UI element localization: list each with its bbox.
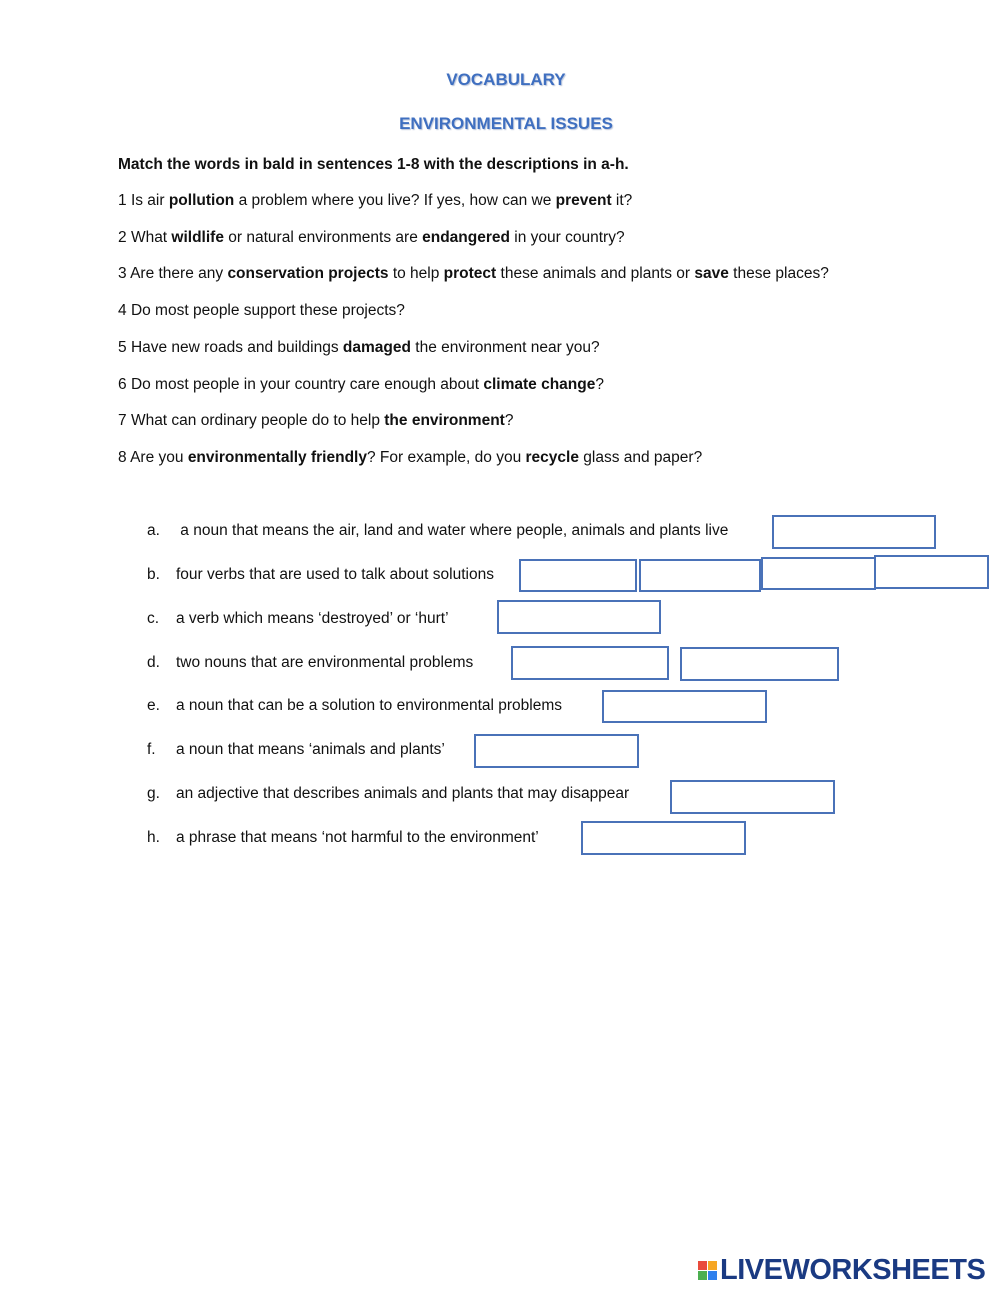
description-letter: b. (147, 566, 160, 583)
description-letter: g. (147, 785, 160, 802)
sentence-text: the environment near you? (410, 339, 600, 356)
sentence-text: it? (611, 192, 633, 209)
answer-box-c[interactable] (497, 600, 661, 634)
sentence-text: in your country? (509, 229, 625, 246)
sentence-number: 4 (118, 302, 127, 319)
bold-word: climate change (483, 376, 596, 393)
logo-square (698, 1261, 707, 1270)
sentence-text: these animals and plants or (496, 265, 695, 282)
answer-box-f[interactable] (474, 734, 639, 768)
sentence-text: What (130, 229, 172, 246)
answer-box-b1[interactable] (519, 559, 637, 592)
sentence-4 (118, 302, 405, 320)
sentence-text: ? (595, 376, 604, 393)
sentence-1 (118, 192, 632, 210)
instruction: Match the words in bald in sentences 1-8 with the descriptions in a-h. (118, 156, 629, 173)
description-text: a noun that can be a solution to environmental problems (176, 697, 563, 714)
sentence-5 (118, 339, 600, 357)
liveworksheets-logo (698, 1254, 985, 1286)
answer-box-b2[interactable] (639, 559, 761, 592)
logo-square (708, 1271, 717, 1280)
sentence-number: 6 (118, 376, 127, 393)
worksheet-title: VOCABULARY (446, 70, 566, 89)
sentence-text: Are you (130, 449, 188, 466)
sentence-number: 8 (118, 449, 127, 466)
bold-word: the environment (384, 412, 505, 429)
description-letter: f. (147, 741, 156, 758)
sentence-text: to help (388, 265, 444, 282)
sentence-6 (118, 376, 604, 394)
sentence-text: or natural environments are (223, 229, 423, 246)
description-text: a phrase that means ‘not harmful to the environment’ (176, 829, 539, 846)
bold-word: recycle (525, 449, 579, 466)
answer-box-g[interactable] (670, 780, 835, 814)
logo-square (708, 1261, 717, 1270)
description-letter: a. (147, 522, 160, 539)
sentence-number: 1 (118, 192, 127, 209)
answer-box-d1[interactable] (511, 646, 669, 680)
sentence-text: Is air (130, 192, 169, 209)
sentence-text: a problem where you live? If yes, how can we (234, 192, 556, 209)
sentence-text: ? For example, do you (366, 449, 526, 466)
bold-word: prevent (555, 192, 612, 209)
sentence-text: these places? (728, 265, 829, 282)
bold-word: conservation projects (227, 265, 389, 282)
sentence-7 (118, 412, 513, 430)
description-text: a noun that means ‘animals and plants’ (176, 741, 445, 758)
bold-word: pollution (168, 192, 235, 209)
answer-box-d2[interactable] (680, 647, 839, 681)
description-text: a noun that means the air, land and water where people, animals and plants live (176, 522, 729, 539)
answer-box-b4[interactable] (874, 555, 989, 589)
logo-text: LIVEWORKSHEETS (720, 1253, 986, 1286)
sentence-text: Are there any (130, 265, 228, 282)
description-text: four verbs that are used to talk about solutions (176, 566, 494, 583)
sentence-number: 3 (118, 265, 127, 282)
bold-word: environmentally friendly (187, 449, 367, 466)
sentence-text: ? (504, 412, 514, 429)
sentence-text: glass and paper? (578, 449, 703, 466)
bold-word: damaged (342, 339, 411, 356)
logo-squares-icon (698, 1261, 717, 1280)
bold-word: endangered (422, 229, 510, 246)
bold-word: protect (443, 265, 497, 282)
worksheet-subtitle: ENVIRONMENTAL ISSUES (399, 114, 613, 133)
sentence-text: Have new roads and buildings (130, 339, 343, 356)
logo-square (698, 1271, 707, 1280)
description-text: a verb which means ‘destroyed’ or ‘hurt’ (176, 610, 449, 627)
sentence-text: What can ordinary people do to help (130, 412, 385, 429)
description-letter: h. (147, 829, 160, 846)
sentence-number: 7 (118, 412, 127, 429)
sentence-number: 2 (118, 229, 127, 246)
answer-box-a[interactable] (772, 515, 936, 549)
description-letter: c. (147, 610, 160, 627)
sentence-number: 5 (118, 339, 127, 356)
answer-box-h[interactable] (581, 821, 746, 855)
description-text: two nouns that are environmental problems (176, 654, 474, 671)
description-text: an adjective that describes animals and plants that may disappear (176, 785, 630, 802)
sentence-text: Do most people support these projects? (130, 302, 405, 319)
sentence-3 (118, 265, 829, 283)
sentence-text: Do most people in your country care enough about (130, 376, 484, 393)
sentence-8 (118, 449, 702, 467)
description-letter: e. (147, 697, 160, 714)
sentence-2 (118, 229, 625, 247)
answer-box-e[interactable] (602, 690, 767, 723)
bold-word: wildlife (171, 229, 224, 246)
bold-word: save (694, 265, 729, 282)
description-letter: d. (147, 654, 160, 671)
answer-box-b3[interactable] (761, 557, 876, 590)
